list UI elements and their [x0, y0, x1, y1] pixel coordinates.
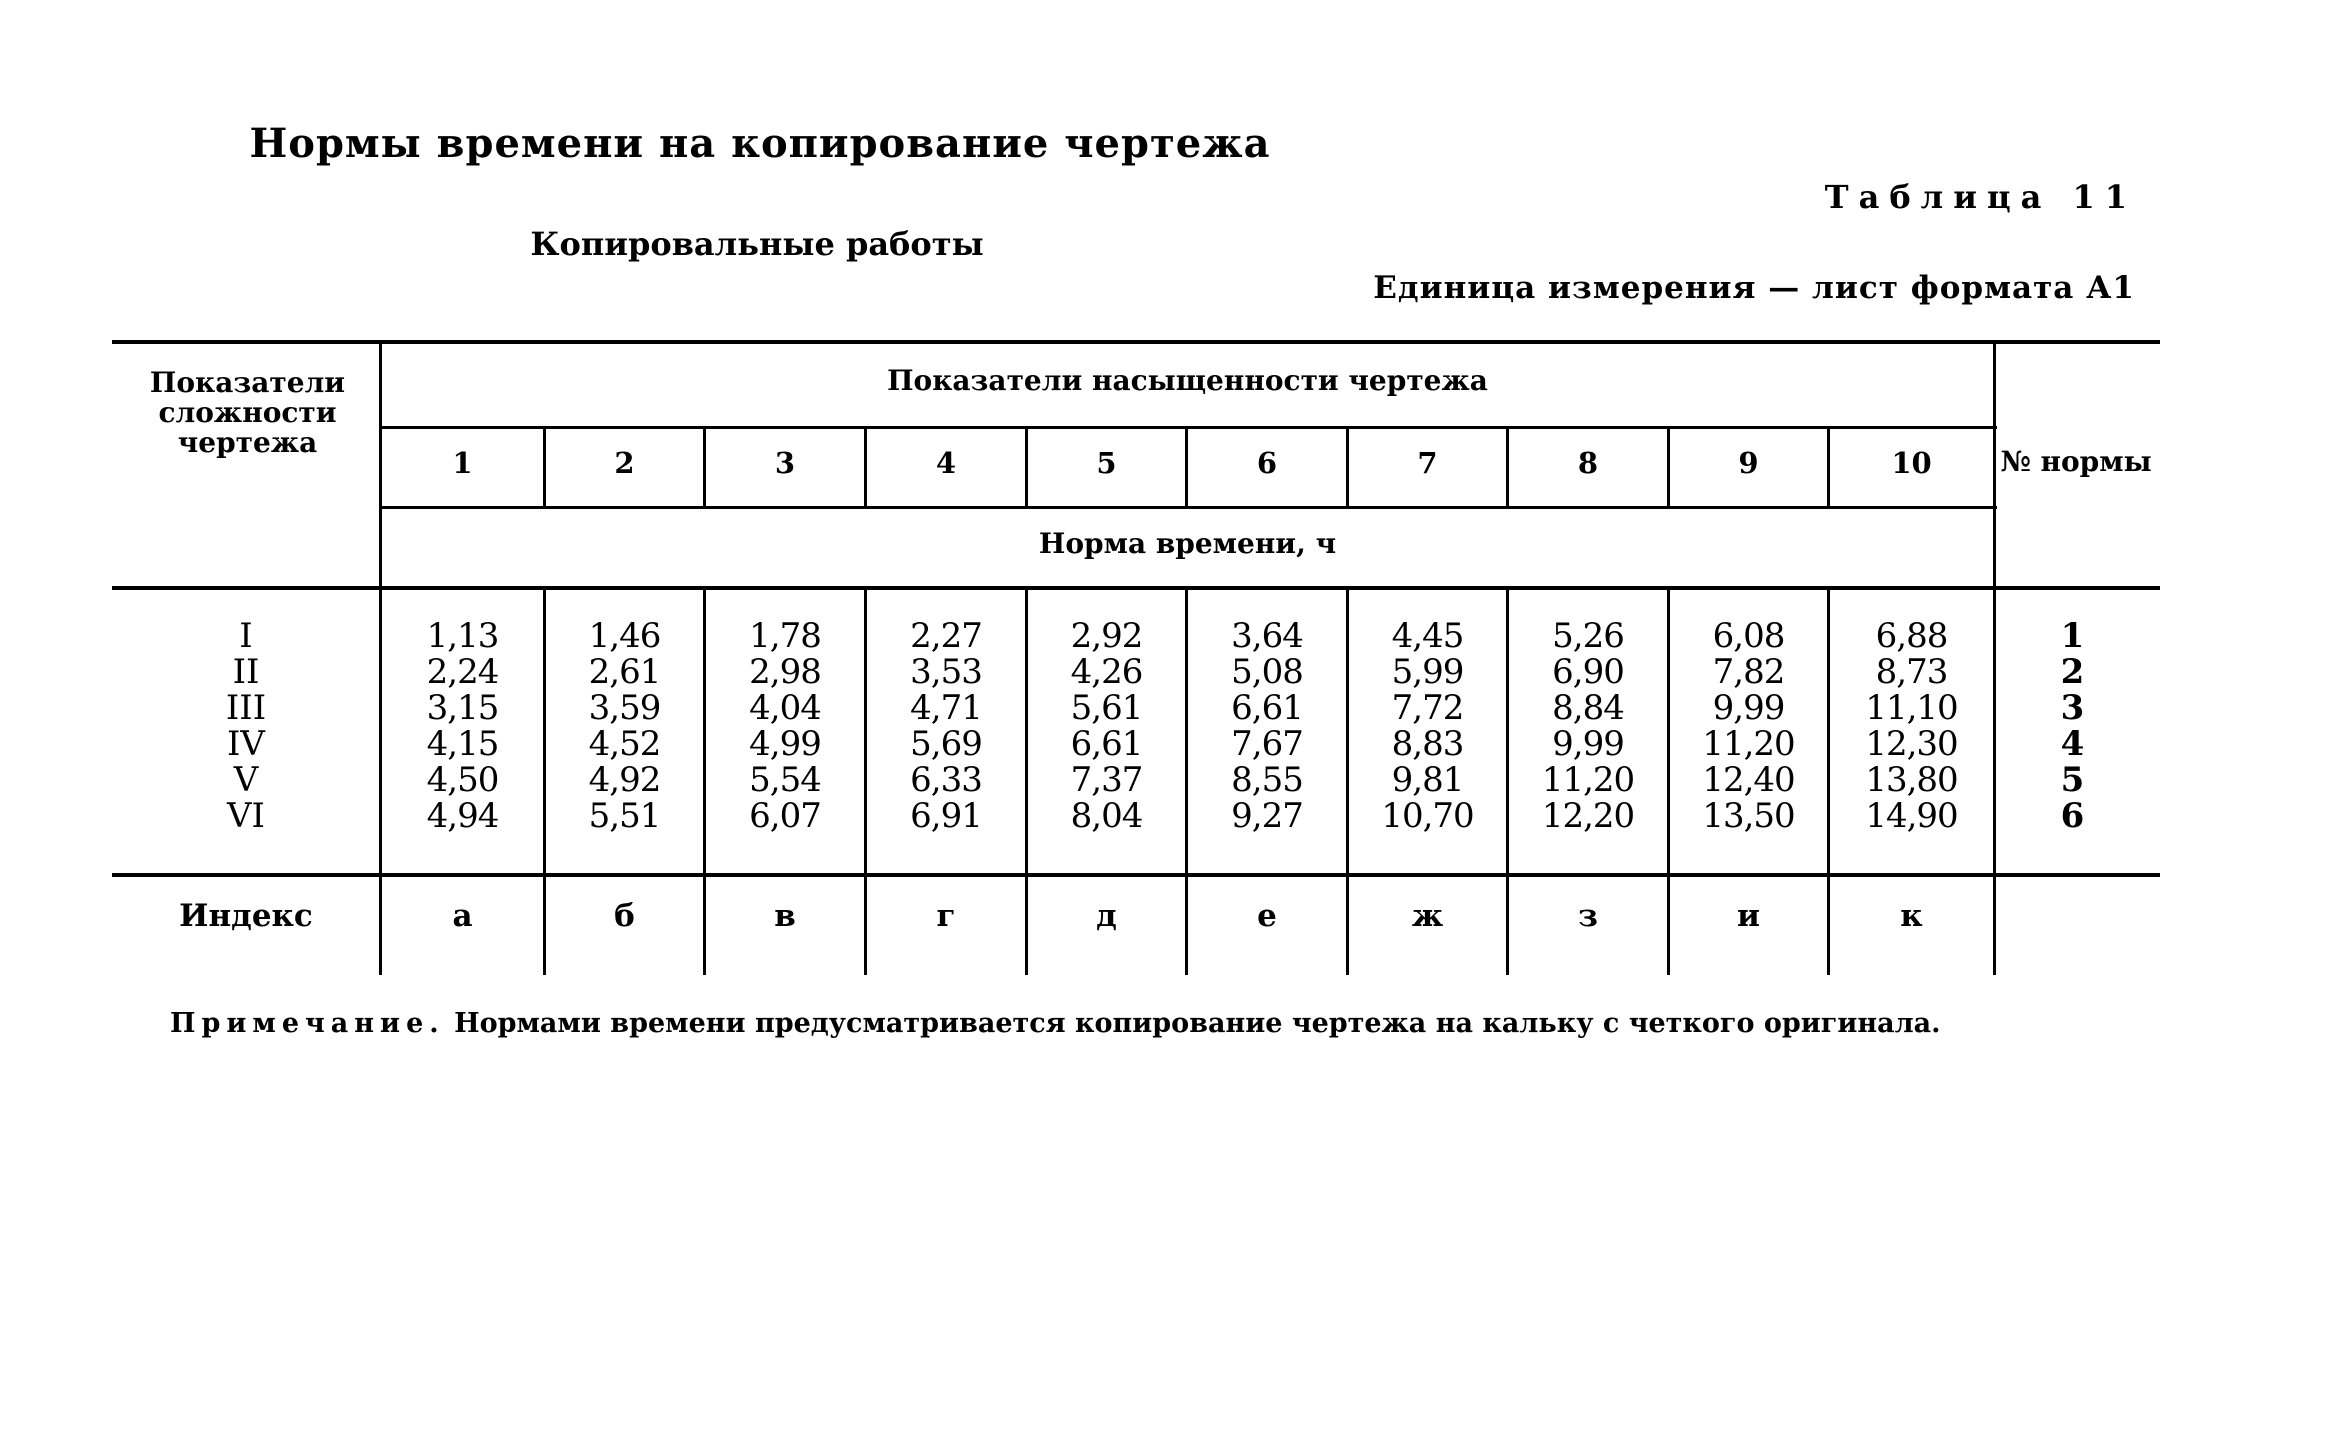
time-value-cell: 3,59: [588, 688, 661, 728]
time-value-cell: 3,64: [1231, 616, 1303, 656]
time-value-cell: 6,91: [910, 796, 982, 836]
norm-number: 4: [2060, 724, 2085, 764]
norm-number: 2: [2060, 652, 2085, 692]
time-value-cell: 8,83: [1391, 724, 1464, 764]
column-numbers-rule: [380, 506, 1997, 509]
index-cell: а: [452, 898, 473, 934]
time-value-cell: 10,70: [1381, 796, 1474, 836]
value-column: [1028, 618, 1185, 834]
time-value-cell: 8,73: [1875, 652, 1948, 692]
time-value-cell: 7,72: [1391, 688, 1464, 728]
index-cell: б: [614, 898, 635, 934]
column-number-header: 5: [1096, 446, 1117, 480]
saturation-header-rule: [380, 426, 1997, 429]
page-title: Нормы времени на копирование чертежа: [249, 120, 1271, 167]
value-column: [1830, 618, 1993, 834]
time-value-cell: 3,53: [910, 652, 982, 692]
value-column: [1509, 618, 1667, 834]
note-text: Нормами времени предусматривается копирование чертежа на кальку с четкого оригинала.: [454, 1008, 1941, 1039]
unit-note: Единица измерения — лист формата А1: [1373, 270, 2135, 306]
value-column: [1349, 618, 1506, 834]
time-value-cell: 1,46: [588, 616, 661, 656]
complexity-level: I: [239, 616, 253, 656]
time-value-cell: 9,99: [1712, 688, 1785, 728]
index-label: Индекс: [179, 898, 313, 934]
time-value-cell: 5,51: [588, 796, 661, 836]
time-norm-header: Норма времени, ч: [1038, 527, 1337, 560]
time-value-cell: 1,78: [749, 616, 821, 656]
time-value-cell: 6,61: [1231, 688, 1303, 728]
index-cell: к: [1900, 898, 1923, 934]
norm-numbers: [1990, 618, 2155, 834]
complexity-level: III: [225, 688, 267, 728]
complexity-level: V: [233, 760, 259, 800]
time-value-cell: 5,99: [1391, 652, 1464, 692]
time-value-cell: 14,90: [1865, 796, 1958, 836]
time-value-cell: 9,99: [1552, 724, 1624, 764]
norm-number: 6: [2060, 796, 2085, 836]
time-value-cell: 5,26: [1552, 616, 1624, 656]
time-value-cell: 4,50: [426, 760, 499, 800]
complexity-header: Показатели сложности чертежа: [149, 366, 346, 459]
time-value-cell: 8,04: [1070, 796, 1143, 836]
time-value-cell: 4,52: [588, 724, 661, 764]
time-value-cell: 5,69: [910, 724, 982, 764]
time-value-cell: 7,67: [1231, 724, 1303, 764]
time-value-cell: 5,08: [1231, 652, 1303, 692]
norm-number: 1: [2060, 616, 2085, 656]
time-value-cell: 6,08: [1712, 616, 1785, 656]
value-column: [706, 618, 864, 834]
norm-number: 5: [2060, 760, 2085, 800]
time-value-cell: 6,90: [1552, 652, 1624, 692]
time-value-cell: 7,37: [1070, 760, 1143, 800]
time-value-cell: 9,27: [1231, 796, 1303, 836]
body-bottom-rule: [112, 873, 2160, 877]
note-prefix: Примечание.: [170, 1008, 445, 1039]
time-value-cell: 4,15: [426, 724, 499, 764]
time-value-cell: 6,88: [1875, 616, 1948, 656]
complexity-level: VI: [227, 796, 265, 836]
time-value-cell: 11,10: [1865, 688, 1958, 728]
table-subtitle: Копировальные работы: [530, 225, 984, 263]
column-number-header: 9: [1738, 446, 1759, 480]
time-value-cell: 4,45: [1391, 616, 1464, 656]
time-value-cell: 5,61: [1070, 688, 1143, 728]
time-value-cell: 7,82: [1712, 652, 1785, 692]
saturation-header: Показатели насыщенности чертежа: [887, 364, 1488, 397]
time-value-cell: 8,55: [1231, 760, 1303, 800]
time-value-cell: 12,30: [1865, 724, 1958, 764]
time-value-cell: 4,26: [1070, 652, 1143, 692]
column-number-header: 7: [1417, 446, 1438, 480]
index-cell: в: [774, 898, 796, 934]
time-value-cell: 2,98: [749, 652, 821, 692]
column-number-header: 6: [1256, 446, 1278, 480]
time-value-cell: 11,20: [1541, 760, 1635, 800]
time-value-cell: 13,80: [1865, 760, 1958, 800]
norm-number-header: № нормы: [2000, 445, 2152, 478]
index-cell: з: [1578, 898, 1598, 934]
time-value-cell: 4,94: [426, 796, 499, 836]
time-value-cell: 2,92: [1070, 616, 1143, 656]
time-value-cell: 4,71: [910, 688, 982, 728]
table-top-rule: [112, 340, 2160, 344]
index-cell: и: [1737, 898, 1760, 934]
complexity-levels: [116, 618, 376, 834]
column-number-header: 8: [1577, 446, 1599, 480]
time-value-cell: 6,07: [749, 796, 821, 836]
index-cell: е: [1257, 898, 1277, 934]
header-bottom-rule: [112, 586, 2160, 590]
column-number-header: 3: [774, 446, 796, 480]
column-number-header: 10: [1891, 446, 1932, 480]
value-column: [382, 618, 543, 834]
column-number-header: 1: [452, 446, 473, 480]
time-value-cell: 2,27: [910, 616, 982, 656]
time-value-cell: 5,54: [749, 760, 821, 800]
time-value-cell: 2,24: [426, 652, 499, 692]
column-number-header: 2: [614, 446, 635, 480]
index-cell: ж: [1411, 898, 1444, 934]
time-value-cell: 13,50: [1702, 796, 1795, 836]
complexity-level: II: [232, 652, 260, 692]
time-value-cell: 6,61: [1070, 724, 1143, 764]
time-value-cell: 9,81: [1391, 760, 1464, 800]
time-value-cell: 11,20: [1702, 724, 1795, 764]
time-value-cell: 6,33: [910, 760, 982, 800]
time-value-cell: 3,15: [426, 688, 499, 728]
table-label: Таблица 11: [1824, 178, 2137, 216]
time-value-cell: 4,04: [749, 688, 821, 728]
norm-number: 3: [2060, 688, 2085, 728]
index-cell: д: [1096, 898, 1117, 934]
time-value-cell: 12,20: [1541, 796, 1635, 836]
time-value-cell: 1,13: [426, 616, 499, 656]
time-value-cell: 4,92: [588, 760, 661, 800]
value-column: [1670, 618, 1827, 834]
value-column: [867, 618, 1025, 834]
value-column: [1188, 618, 1346, 834]
time-value-cell: 2,61: [588, 652, 661, 692]
time-value-cell: 4,99: [749, 724, 821, 764]
time-value-cell: 8,84: [1552, 688, 1624, 728]
table-note: [170, 1008, 1941, 1039]
time-value-cell: 12,40: [1702, 760, 1795, 800]
complexity-level: IV: [227, 724, 265, 764]
column-number-header: 4: [935, 446, 957, 480]
value-column: [546, 618, 703, 834]
index-cell: г: [936, 898, 956, 934]
